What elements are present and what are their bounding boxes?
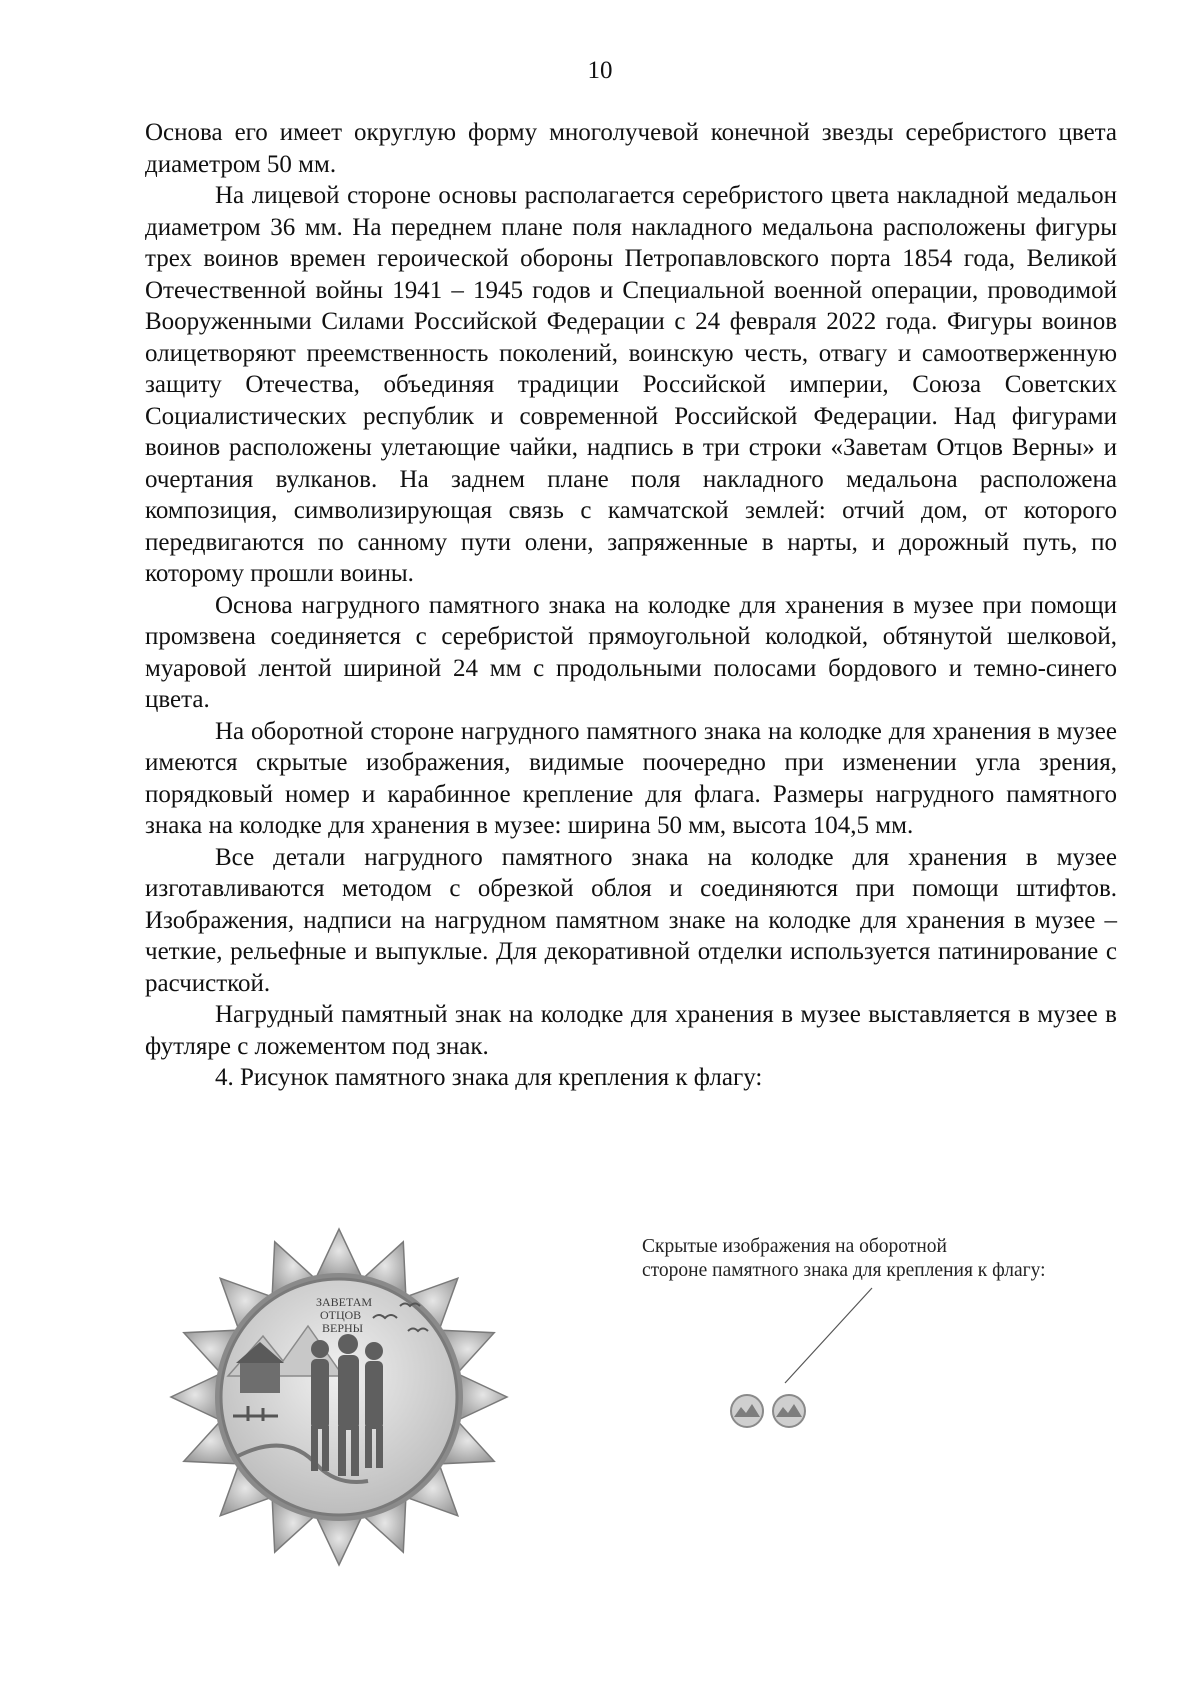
paragraph-5: Все детали нагрудного памятного знака на колодке для хранения в музее изготавливаются методом с обрезкой облоя и соединяются при помощи штифтов. Изображения, надписи на нагрудном памятном знаке на колодке для хранения в музее – четкие, рельефные и выпуклые. Для декоративной отделки используется патинирование с расчисткой. — [145, 843, 1117, 997]
figure-caption-line-2: стороне памятного знака для крепления к флагу: — [642, 1260, 1046, 1281]
paragraph-2: На лицевой стороне основы располагается серебристого цвета накладной медальон диаметром 36 мм. На переднем плане поля накладного медальона расположены фигуры трех воинов времен героической обороны Петропавловского порта 1854 года, Великой Отечественной войны 1941 – 1945 годов и Специальной военной операции, проводимой Вооруженными Силами Российской Федерации с 24 февраля 2022 года. Фигуры воинов олицетворяют преемственность поколений, воинскую честь, отвагу и самоотверженную защиту Отечества, объединяя традиции Российской империи, Союза Советских Социалистических республик и современной Российской Федерации. Над фигурами воинов расположены улетающие чайки, надпись в три строки «Заветам Отцов Верны» и очертания вулканов. На заднем плане поля накладного медальона расположена композиция, символизирующая связь с камчатской землей: отчий дом, от которого передвигаются по санному пути олени, запряженные в нарты, и дорожный путь, по которому прошли воины. — [145, 182, 1117, 587]
paragraph-4: На оборотной стороне нагрудного памятного знака на колодке для хранения в музее имеются скрытые изображения, видимые поочередно при изменении угла зрения, порядковый номер и карабинное крепление для флага. Размеры нагрудного памятного знака на колодке для хранения в музее: ширина 50 мм, высота 104,5 мм. — [145, 717, 1117, 839]
paragraph-3: Основа нагрудного памятного знака на колодке для хранения в музее при помощи промзвена соединяется с серебристой прямоугольной колодкой, обтянутой шелковой, муаровой лентой шириной 24 мм с продольными полосами бордового и темно-синего цвета. — [145, 591, 1117, 713]
medal-ray — [459, 1374, 507, 1419]
hidden-image-2-icon — [771, 1393, 807, 1429]
medal-ray — [316, 1517, 361, 1565]
medal-inscription-line-1: ЗАВЕТАМ — [316, 1295, 373, 1309]
figure-heading: 4. Рисунок памятного знака для крепления к флагу: — [215, 1064, 763, 1091]
paragraph-6: Нагрудный памятный знак на колодке для хранения в музее выставляется в музее в футляре с ложементом под знак. — [145, 1001, 1117, 1060]
medal-image — [168, 1226, 510, 1568]
figure-caption-line-1: Скрытые изображения на оборотной — [642, 1236, 947, 1257]
medal-ray — [171, 1374, 219, 1419]
document-body — [145, 117, 1117, 1094]
figure-caption — [642, 1235, 1162, 1283]
hidden-image-1-icon — [729, 1393, 765, 1429]
medal-inscription-line-3: ВЕРНЫ — [322, 1321, 364, 1335]
paragraph-1: Основа его имеет округлую форму многолучевой конечной звезды серебристого цвета диаметром 50 мм. — [145, 119, 1117, 178]
medal-ray — [316, 1229, 361, 1277]
medal-inscription-line-2: ОТЦОВ — [320, 1308, 362, 1322]
page-number: 10 — [587, 57, 613, 84]
